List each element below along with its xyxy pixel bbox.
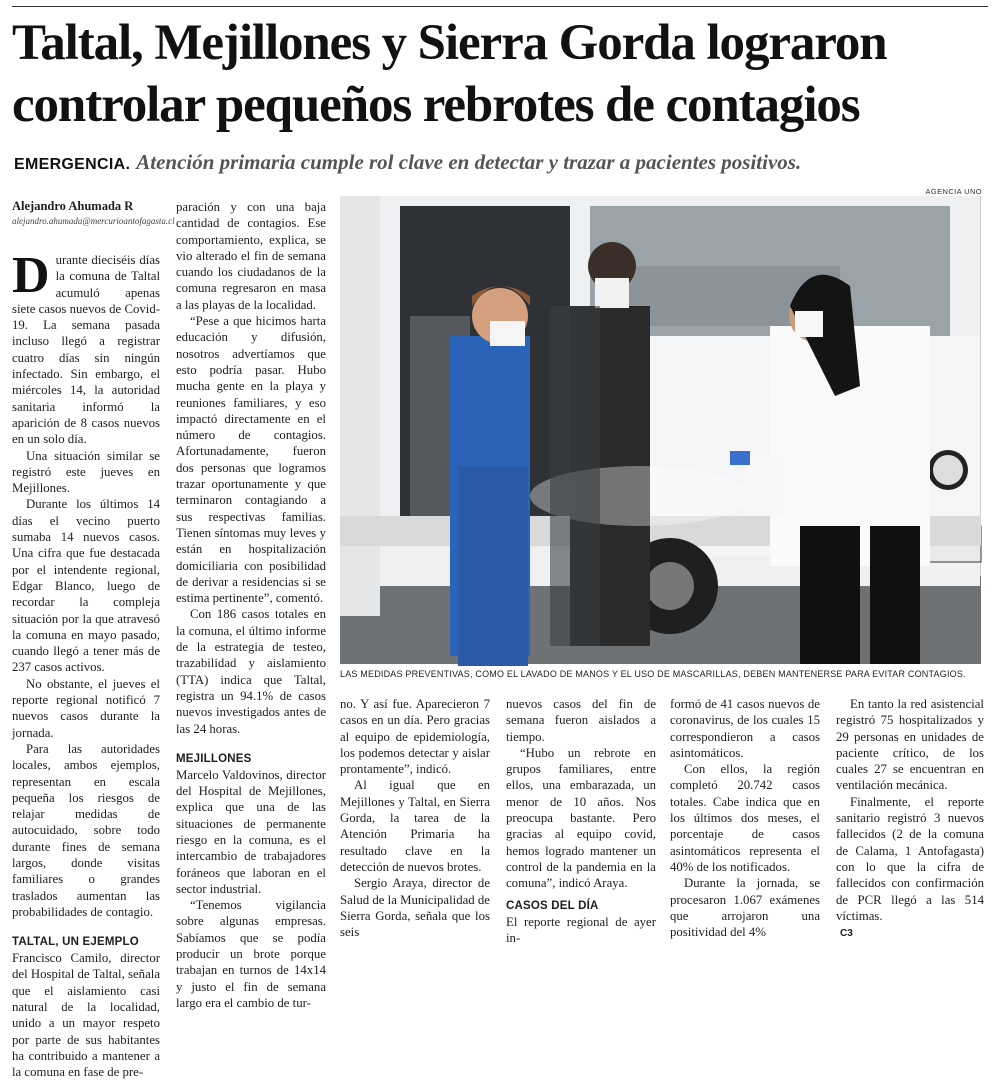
section-heading: MEJILLONES bbox=[176, 752, 252, 765]
column-1 bbox=[12, 198, 175, 1080]
deck: Atención primaria cumple rol clave en detectar y trazar a pacientes positivos. bbox=[136, 150, 802, 174]
section-heading: CASOS DEL DÍA bbox=[506, 899, 599, 912]
photo-illustration bbox=[340, 196, 981, 664]
subheadline bbox=[14, 150, 994, 177]
column-6 bbox=[836, 696, 984, 940]
paragraph: Para las autoridades locales, ambos ejemplos, representan en escala pequeña los riesgos de relajar medidas de autocuidado, sobre todo durante fines de semana largos, donde visitas familiares o grandes traslados aumentan las probabilidades de contagio. bbox=[12, 741, 160, 919]
paragraph: formó de 41 casos nuevos de coronavirus, de los cuales 15 correspondieron a casos asintomáticos. bbox=[670, 697, 820, 760]
paragraph: Con ellos, la región completó 20.742 casos totales. Cabe indica que en los últimos dos meses, el porcentaje de casos asintomáticos representa el 40% de los notificados. bbox=[670, 762, 820, 874]
author-email[interactable]: alejandro.ahumada@mercurioantofagasta.cl bbox=[12, 216, 175, 226]
paragraph: “Hubo un rebrote en grupos familiares, entre ellos, una embarazada, un menor de 10 años. Nos preocupa bastante. Pero gracias al equipo covid, hemos logrado mantener un control de la pandemia en la comuna”, indicó Araya. bbox=[506, 745, 656, 891]
section-heading: TALTAL, UN EJEMPLO bbox=[12, 936, 139, 949]
column-2 bbox=[176, 199, 326, 1010]
paragraph: Marcelo Valdovinos, director del Hospital de Mejillones, explica que una de las situaciones de permanente riesgo en la comuna, es el intercambio de trabajadores foráneos que laboran en el sector industrial. bbox=[176, 767, 326, 896]
paragraph: “Tenemos vigilancia sobre algunas empresas. Sabíamos que se podía producir un brote porque trabajan en turnos de 14x14 y justo el fin de semana largo era el cambio de tur- bbox=[176, 898, 326, 1010]
paragraph: no. Y así fue. Aparecieron 7 casos en un día. Pero gracias al equipo de epidemiología, los podemos detectar y aislar prontamente”, indicó. bbox=[340, 697, 490, 777]
headline: Taltal, Mejillones y Sierra Gorda lograron controlar pequeños rebrotes de contagios bbox=[12, 15, 887, 133]
paragraph: Durante la jornada, se procesaron 1.067 exámenes que arrojaron una positividad del 4% bbox=[670, 876, 820, 940]
photo-caption: LAS MEDIDAS PREVENTIVAS, COMO EL LAVADO DE MANOS Y EL USO DE MASCARILLAS, DEBEN MANTENERSE PARA EVITAR CONTAGIOS. bbox=[340, 669, 966, 679]
top-rule bbox=[12, 6, 988, 7]
column-5 bbox=[670, 696, 820, 940]
paragraph: Sergio Araya, director de Salud de la Municipalidad de Sierra Gorda, señala que los seis bbox=[340, 876, 490, 940]
paragraph: nuevos casos del fin de semana fueron aislados a tiempo. bbox=[506, 697, 656, 744]
column-4 bbox=[506, 696, 656, 945]
paragraph: El reporte regional de ayer in- bbox=[506, 914, 656, 945]
photo-credit: AGENCIA UNO bbox=[925, 187, 982, 196]
paragraph: No obstante, el jueves el reporte regional notificó 7 nuevos casos durante la jornada. bbox=[12, 676, 160, 740]
paragraph: paración y con una baja cantidad de contagios. Ese comportamiento, explica, se vio alterado el fin de semana cuando los ciudadanos de la comuna regresaron en masa a las playas de la localidad. bbox=[176, 200, 326, 312]
paragraph: Una situación similar se registró este jueves en Mejillones. bbox=[12, 448, 160, 496]
paragraph: “Pese a que hicimos harta educación y difusión, nosotros advertíamos que esto podría pasar. Hubo mucha gente en la playa y reuniones familiares, y eso impactó directamente en el número de contagios. Afortunadamente, fueron dos personas que logramos trazar oportunamente y que terminaron contagiando a sus respectivas familias. Tienen síntomas muy leves y están en hospitalización domiciliaria con posibilidad de derivar a residencias si se estima pertinente”, comentó. bbox=[176, 314, 326, 606]
drop-cap: D bbox=[12, 247, 50, 304]
article-photo bbox=[340, 196, 981, 664]
paragraph: Al igual que en Mejillones y Taltal, en Sierra Gorda, la tarea de la Atención Primaria ha resultado clave en la detección de nuevos brotes. bbox=[340, 778, 490, 874]
paragraph: Durante los últimos 14 días el vecino puerto sumaba 14 nuevos casos. Una cifra que fue destacada por el intendente regional, Edgar Blanco, luego de recordar la compleja situación por la que atravesó la comuna en mayo pasado, cuando llegó a tener más de 237 casos activos. bbox=[12, 497, 160, 675]
end-mark: C3 bbox=[840, 928, 853, 940]
kicker: EMERGENCIA. bbox=[14, 156, 131, 173]
column-3 bbox=[340, 696, 490, 940]
paragraph: Finalmente, el reporte sanitario registró 3 nuevos fallecidos (2 de la comuna de Calama, 1 Antofagasta) con lo que la cifra de fallecidos con confirmación de PCR llegó a las 514 víctimas. bbox=[836, 794, 984, 923]
author-byline: Alejandro Ahumada R bbox=[12, 199, 134, 213]
paragraph: Con 186 casos totales en la comuna, el último informe de la estrategia de testeo, trazabilidad y aislamiento (TTA) indica que Taltal, registra un 94.1% de casos nuevos investigados antes de las 24 horas. bbox=[176, 607, 326, 736]
paragraph: urante dieciséis días la comuna de Taltal acumuló apenas siete casos nuevos de Covid-19. La semana pasada incluso llegó a registrar cuatro días sin ningún infectado. Sin embargo, el miércoles 14, la autoridad sanitaria informó la aparición de 8 casos nuevos en un solo día. bbox=[12, 253, 160, 447]
paragraph: Francisco Camilo, director del Hospital de Taltal, señala que el aislamiento casi natural de la localidad, unido a un mayor respeto por parte de sus habitantes ha contribuido a mantener a la comuna en fase de pre- bbox=[12, 951, 160, 1080]
paragraph: En tanto la red asistencial registró 75 hospitalizados y 29 personas en unidades de paciente crítico, de los cuales 27 se encuentran en ventilación mecánica. bbox=[836, 697, 984, 793]
